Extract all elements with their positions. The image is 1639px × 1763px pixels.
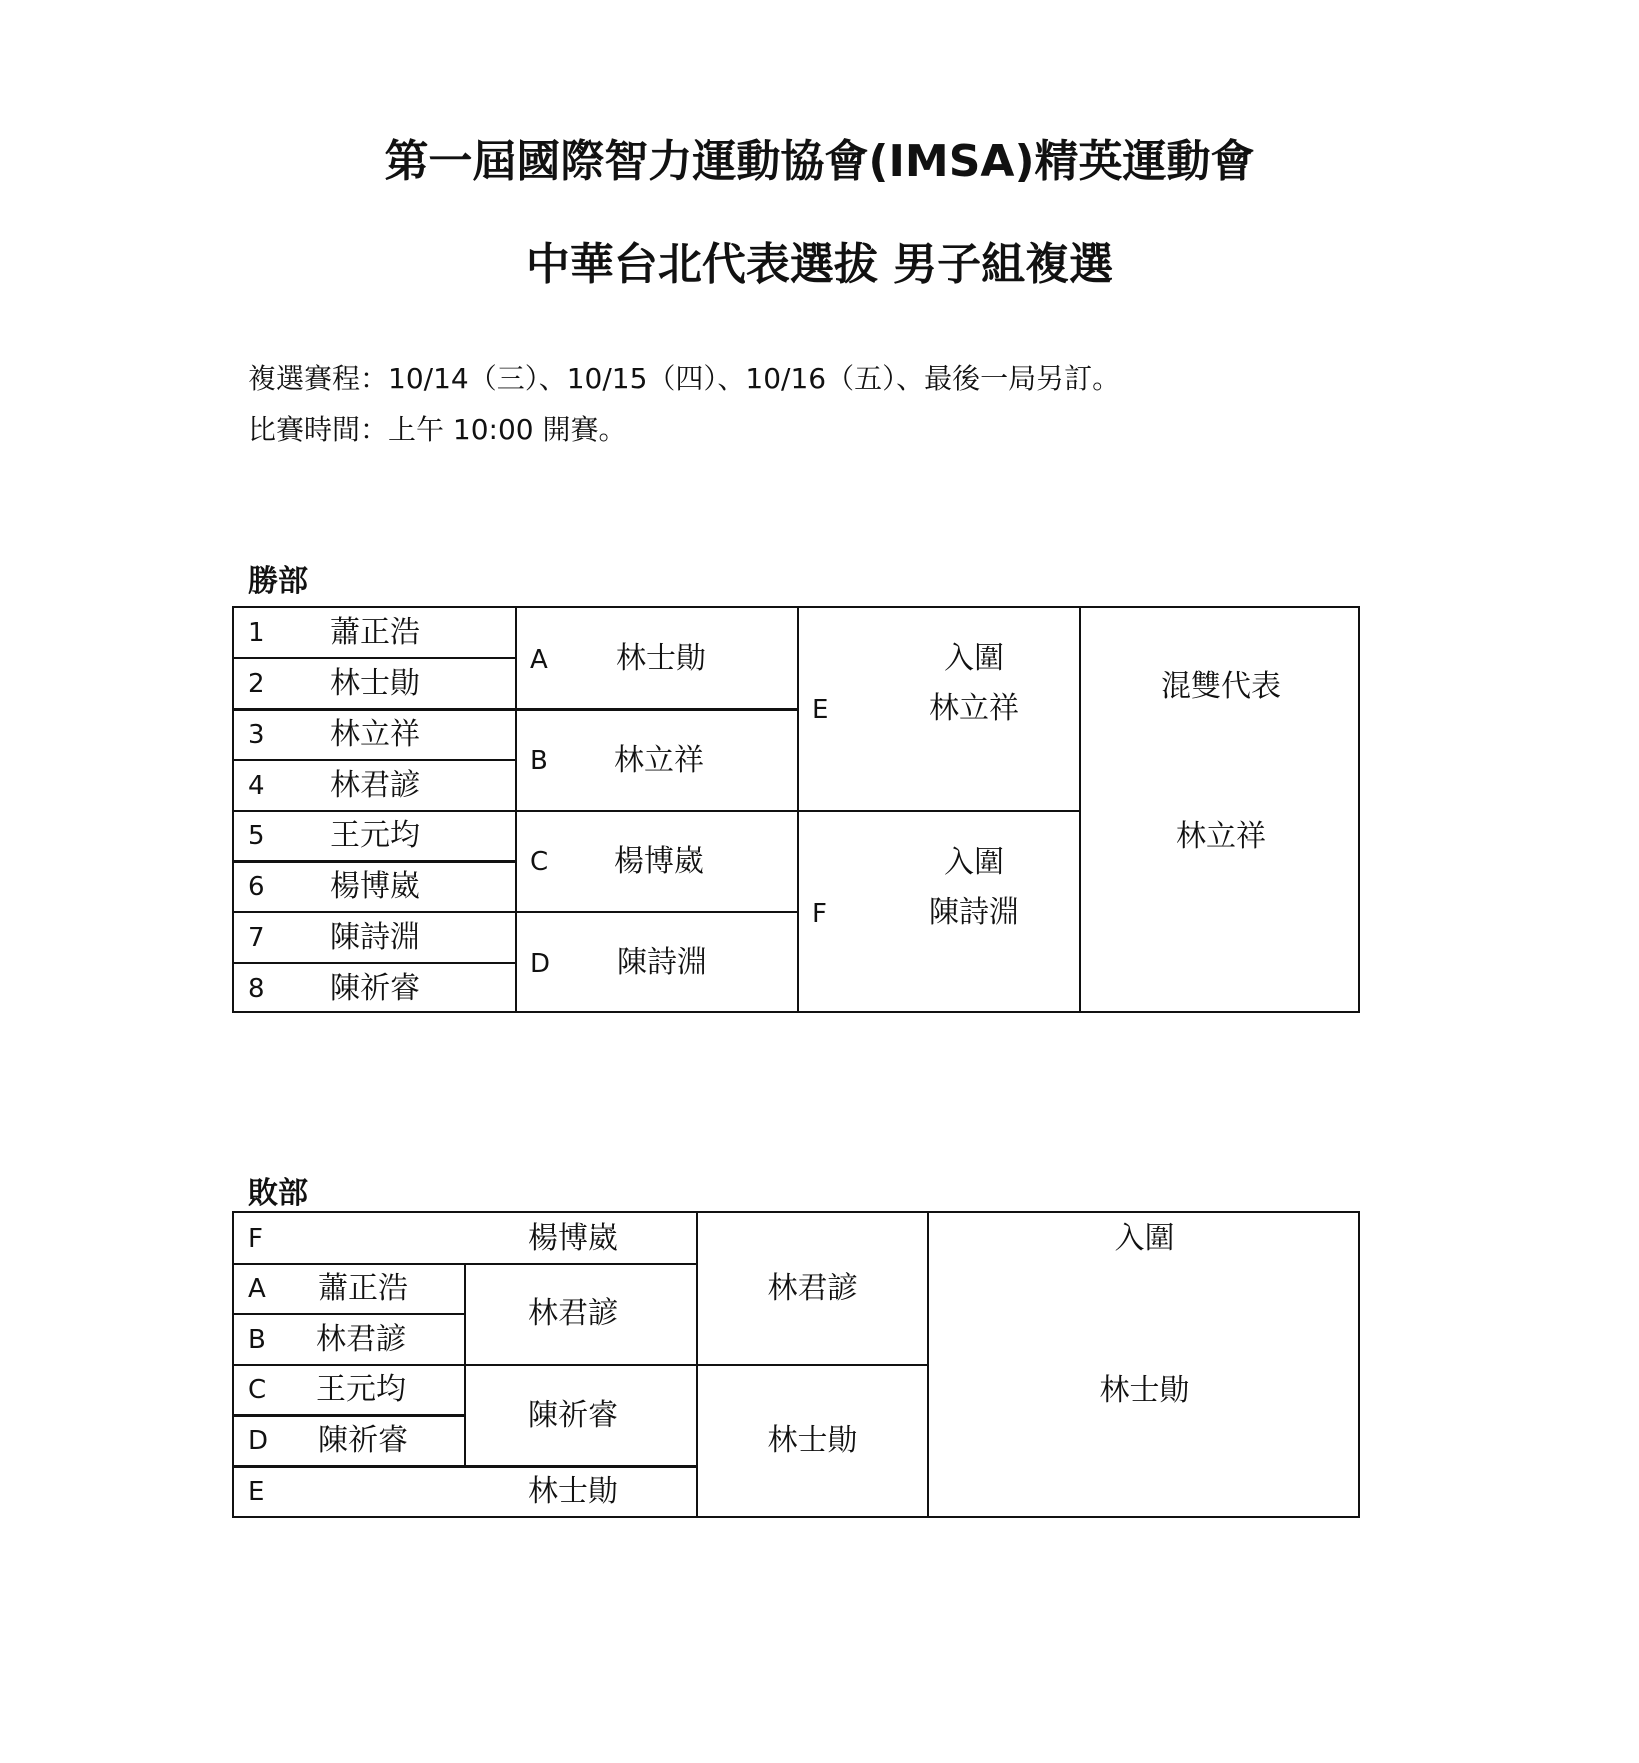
player-name: 王元均 — [330, 818, 420, 853]
player-name: 楊博崴 — [330, 869, 420, 904]
seed-number: 7 — [248, 923, 265, 953]
slot-letter: B — [248, 1325, 266, 1355]
page-subtitle: 中華台北代表選拔 男子組複選 — [525, 239, 1114, 290]
player-name: 陳詩淵 — [330, 920, 420, 955]
column-divider — [927, 1213, 929, 1516]
match-letter: D — [530, 949, 551, 979]
slot-letter: D — [248, 1426, 269, 1456]
seed-number: 2 — [248, 669, 265, 699]
row-divider — [797, 810, 1079, 812]
row-divider — [234, 708, 797, 711]
schedule-text: 複選賽程：10/14（三）、10/15（四）、10/16（五）、最後一局另訂。 — [248, 362, 1121, 395]
seed-number: 8 — [248, 974, 265, 1004]
match-letter: E — [812, 695, 829, 725]
player-name: 林士勛 — [330, 666, 420, 701]
slot-letter: A — [248, 1274, 266, 1304]
slot-letter: E — [248, 1477, 265, 1507]
winners-bracket-table — [232, 606, 1360, 1013]
match-letter: B — [530, 746, 548, 776]
mixed-doubles-representative-label: 混雙代表 — [1161, 669, 1281, 704]
page-title: 第一屆國際智力運動協會(IMSA)精英運動會 — [384, 136, 1255, 187]
match-winner: 林立祥 — [929, 691, 1019, 726]
player-name: 林立祥 — [330, 717, 420, 752]
match-winner: 陳詩淵 — [929, 895, 1019, 930]
player-name: 蕭正浩 — [318, 1271, 408, 1306]
seed-number: 3 — [248, 720, 265, 750]
final-winner: 林士勛 — [1099, 1373, 1190, 1408]
final-winner: 林立祥 — [1176, 819, 1266, 854]
player-name: 林君諺 — [316, 1322, 406, 1357]
match-winner: 林君諺 — [767, 1271, 858, 1306]
player-name: 楊博崴 — [528, 1221, 618, 1256]
row-divider — [234, 1313, 464, 1315]
seed-number: 4 — [248, 771, 265, 801]
match-letter: A — [530, 645, 548, 675]
player-name: 林士勛 — [528, 1474, 618, 1509]
qualified-label: 入圍 — [944, 641, 1004, 676]
player-name: 陳祈睿 — [318, 1423, 408, 1458]
row-divider — [234, 962, 515, 964]
slot-letter: F — [248, 1224, 263, 1254]
match-winner: 林士勛 — [767, 1423, 858, 1458]
row-divider — [234, 810, 797, 812]
row-divider — [234, 1465, 696, 1468]
row-divider — [234, 759, 515, 761]
qualified-label: 入圍 — [944, 845, 1004, 880]
seed-number: 1 — [248, 618, 265, 648]
seed-number: 5 — [248, 821, 265, 851]
start-time-text: 比賽時間：上午 10:00 開賽。 — [248, 413, 627, 446]
row-divider — [234, 860, 515, 863]
row-divider — [234, 1414, 464, 1417]
row-divider — [234, 1263, 696, 1265]
match-winner: 陳祈睿 — [528, 1398, 618, 1433]
player-name: 林君諺 — [330, 768, 420, 803]
losers-bracket-table — [232, 1211, 1360, 1518]
column-divider — [1079, 608, 1081, 1011]
slot-letter: C — [248, 1375, 267, 1405]
match-letter: C — [530, 847, 549, 877]
match-winner: 陳詩淵 — [617, 945, 707, 980]
row-divider — [234, 1364, 927, 1366]
row-divider — [234, 911, 797, 913]
match-winner: 林士勛 — [616, 641, 706, 676]
winners-bracket-label: 勝部 — [248, 564, 308, 599]
qualified-label: 入圍 — [1114, 1221, 1175, 1256]
seed-number: 6 — [248, 872, 265, 902]
match-winner: 林立祥 — [614, 743, 704, 778]
losers-bracket-label: 敗部 — [248, 1176, 308, 1211]
player-name: 王元均 — [316, 1372, 406, 1407]
match-winner: 林君諺 — [528, 1296, 618, 1331]
player-name: 蕭正浩 — [330, 615, 420, 650]
player-name: 陳祈睿 — [330, 971, 420, 1006]
match-letter: F — [812, 899, 827, 929]
match-winner: 楊博崴 — [614, 844, 704, 879]
row-divider — [234, 657, 515, 659]
